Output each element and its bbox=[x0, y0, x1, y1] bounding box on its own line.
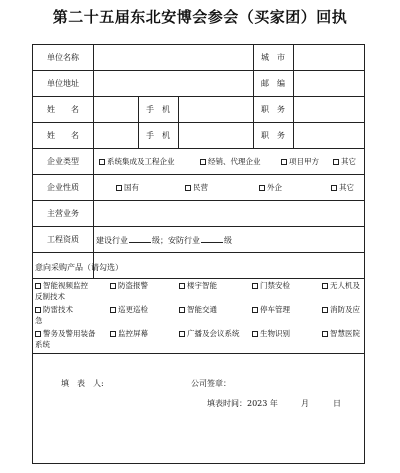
company-type-option[interactable]: 系统集成及工程企业 bbox=[99, 157, 175, 167]
product-option[interactable]: 监控屏幕 bbox=[110, 329, 148, 339]
phone-label: 手 机 bbox=[146, 131, 170, 140]
receipt-form bbox=[32, 44, 365, 464]
product-option[interactable]: 警务及警用装备 bbox=[35, 329, 96, 339]
checkbox-icon bbox=[252, 331, 258, 337]
column-divider bbox=[93, 45, 94, 278]
company-nature-label: 企业性质 bbox=[47, 183, 79, 192]
filler-label: 填 表 人: bbox=[61, 379, 104, 388]
checkbox-icon bbox=[322, 307, 328, 313]
contact-name-label: 姓 名 bbox=[47, 105, 79, 114]
company-nature-option[interactable]: 国有 bbox=[116, 183, 139, 193]
checkbox-icon bbox=[179, 307, 185, 313]
unit-address-label: 单位地址 bbox=[47, 79, 79, 88]
company-type-option[interactable]: 经销、代理企业 bbox=[200, 157, 261, 167]
blank-line bbox=[129, 235, 151, 243]
row-divider bbox=[33, 148, 364, 149]
product-option[interactable]: 无人机及 bbox=[322, 281, 360, 291]
row-divider bbox=[33, 70, 364, 71]
fill-date: 填表时间：2023 年 bbox=[207, 399, 278, 408]
checkbox-icon bbox=[110, 283, 116, 289]
product-option[interactable]: 巡更巡检 bbox=[110, 305, 148, 315]
checkbox-icon bbox=[185, 185, 191, 191]
product-option[interactable]: 智能视频监控 bbox=[35, 281, 88, 291]
form-title: 第二十五届东北安博会参会（买家团）回执 bbox=[52, 8, 348, 26]
checkbox-icon bbox=[331, 185, 337, 191]
product-option[interactable]: 智能交通 bbox=[179, 305, 217, 315]
unit-name-label: 单位名称 bbox=[47, 53, 79, 62]
product-option[interactable]: 广播及会议系统 bbox=[179, 329, 240, 339]
product-option-continued: 急 bbox=[35, 316, 43, 325]
main-business-label: 主营业务 bbox=[47, 209, 79, 218]
row-divider bbox=[33, 96, 364, 97]
checkbox-icon bbox=[110, 331, 116, 337]
column-divider bbox=[293, 96, 294, 148]
checkbox-icon bbox=[179, 283, 185, 289]
product-option[interactable]: 楼宇智能 bbox=[179, 281, 217, 291]
checkbox-icon bbox=[35, 331, 41, 337]
city-label: 城 市 bbox=[261, 53, 285, 62]
row-divider bbox=[33, 278, 364, 279]
product-option[interactable]: 消防及应 bbox=[322, 305, 360, 315]
product-option[interactable]: 智慧医院 bbox=[322, 329, 360, 339]
purchase-intent-label: 意向采购产品（请勾选） bbox=[35, 263, 123, 272]
position-label: 职 务 bbox=[261, 131, 285, 140]
postcode-label: 邮 编 bbox=[261, 79, 285, 88]
checkbox-icon bbox=[252, 307, 258, 313]
row-divider bbox=[33, 252, 364, 253]
checkbox-icon bbox=[200, 159, 206, 165]
position-label: 职 务 bbox=[261, 105, 285, 114]
company-nature-option[interactable]: 其它 bbox=[331, 183, 354, 193]
product-option-continued: 系统 bbox=[35, 340, 50, 349]
qualification-field[interactable]: 建设行业 级；安防行业 级 bbox=[96, 236, 232, 245]
product-option[interactable]: 停车管理 bbox=[252, 305, 290, 315]
month-label: 月 bbox=[301, 399, 309, 408]
day-label: 日 bbox=[333, 399, 341, 408]
row-divider bbox=[33, 174, 364, 175]
column-divider bbox=[293, 45, 294, 96]
product-option-continued: 反制技术 bbox=[35, 292, 65, 301]
checkbox-icon bbox=[322, 331, 328, 337]
product-option[interactable]: 门禁安检 bbox=[252, 281, 290, 291]
company-type-option[interactable]: 项目甲方 bbox=[281, 157, 319, 167]
company-type-label: 企业类型 bbox=[47, 157, 79, 166]
product-option[interactable]: 生物识别 bbox=[252, 329, 290, 339]
checkbox-icon bbox=[116, 185, 122, 191]
checkbox-icon bbox=[179, 331, 185, 337]
checkbox-icon bbox=[333, 159, 339, 165]
company-nature-option[interactable]: 外企 bbox=[259, 183, 282, 193]
row-divider bbox=[33, 122, 364, 123]
column-divider bbox=[178, 96, 179, 148]
checkbox-icon bbox=[35, 307, 41, 313]
company-nature-option[interactable]: 民营 bbox=[185, 183, 208, 193]
checkbox-icon bbox=[322, 283, 328, 289]
row-divider bbox=[33, 353, 364, 354]
checkbox-icon bbox=[110, 307, 116, 313]
row-divider bbox=[33, 200, 364, 201]
phone-label: 手 机 bbox=[146, 105, 170, 114]
company-seal-label: 公司签章： bbox=[191, 379, 231, 388]
blank-line bbox=[201, 235, 223, 243]
checkbox-icon bbox=[35, 283, 41, 289]
product-option[interactable]: 防雷技术 bbox=[35, 305, 73, 315]
qualification-label: 工程资质 bbox=[47, 235, 79, 244]
contact-name-label: 姓 名 bbox=[47, 131, 79, 140]
checkbox-icon bbox=[259, 185, 265, 191]
row-divider bbox=[33, 226, 364, 227]
checkbox-icon bbox=[99, 159, 105, 165]
checkbox-icon bbox=[252, 283, 258, 289]
company-type-option[interactable]: 其它 bbox=[333, 157, 356, 167]
checkbox-icon bbox=[281, 159, 287, 165]
product-option[interactable]: 防盗报警 bbox=[110, 281, 148, 291]
